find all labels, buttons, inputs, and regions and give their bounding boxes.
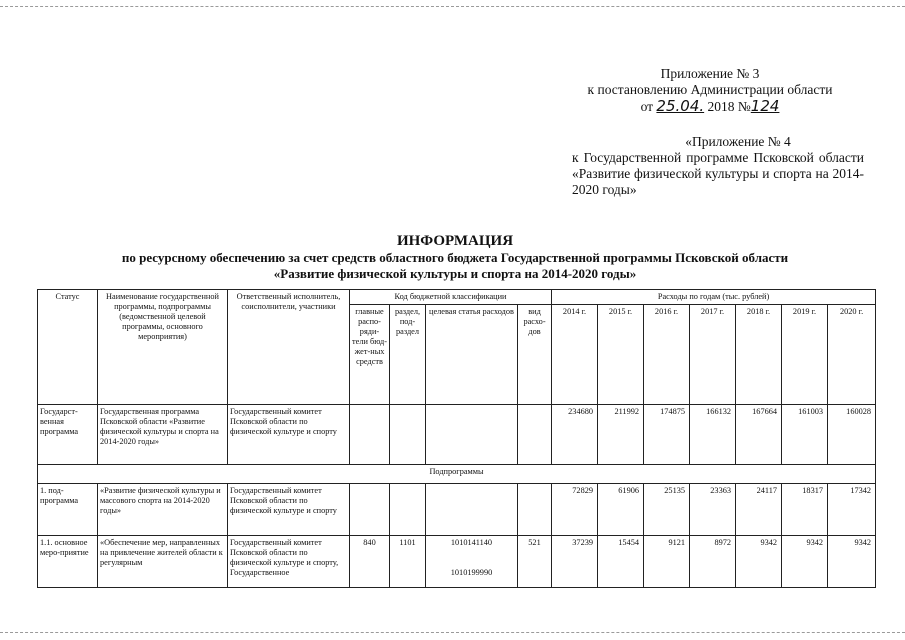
row-value-2014: 234680 (552, 405, 598, 465)
row-status: 1. под-программа (38, 484, 98, 536)
header-year-2018: 2018 г. (736, 305, 782, 405)
row-grbs: 840 (350, 536, 390, 588)
appendix-4-title: «Приложение № 4 (685, 134, 791, 149)
table-row (38, 484, 876, 536)
row-value-2018: 9342 (736, 536, 782, 588)
header-year-2020: 2020 г. (828, 305, 876, 405)
scan-bottom-edge (0, 632, 905, 633)
header-section: раздел, под-раздел (390, 305, 426, 405)
resource-table (37, 289, 876, 588)
row-section: 1101 (390, 536, 426, 588)
handwritten-number: 124 (750, 97, 780, 115)
row-value-2020: 17342 (828, 484, 876, 536)
row-status: 1.1. основное меро-приятие (38, 536, 98, 588)
row-value-2017: 8972 (690, 536, 736, 588)
subprograms-row (38, 465, 876, 484)
title-heading: ИНФОРМАЦИЯ (396, 233, 514, 249)
row-value-2017: 23363 (690, 484, 736, 536)
row-value-2016: 25135 (644, 484, 690, 536)
row-type (518, 405, 552, 465)
row-type (518, 484, 552, 536)
header-name: Наименование государственной программы, подпрограммы (ведомственной целевой программы, основного мероприятия) (98, 290, 228, 405)
header-status: Статус (38, 290, 98, 405)
row-value-2020: 9342 (828, 536, 876, 588)
subprograms-label: Подпрограммы (38, 465, 876, 484)
handwritten-date: 25.04. (656, 97, 705, 115)
row-value-2014: 72829 (552, 484, 598, 536)
header-type: вид расхо-дов (518, 305, 552, 405)
table-header-row (38, 290, 876, 305)
appendix-3-reference: к постановлению Администрации области (587, 82, 833, 97)
row-target-code-2: 1010199990 (450, 568, 493, 577)
row-target (426, 536, 518, 588)
row-section (390, 484, 426, 536)
row-target (426, 484, 518, 536)
header-year-2016: 2016 г. (644, 305, 690, 405)
row-executor: Государственный комитет Псковской области по физической культуре и спорту, Государственное (228, 536, 350, 588)
row-value-2015: 61906 (598, 484, 644, 536)
row-status: Государст-венная программа (38, 405, 98, 465)
row-value-2017: 166132 (690, 405, 736, 465)
appendix-3-date-line: от 25.04. 2018 №124 (640, 97, 780, 115)
row-type: 521 (518, 536, 552, 588)
row-name: «Развитие физической культуры и массового спорта на 2014-2020 годы» (98, 484, 228, 536)
table-row (38, 536, 876, 588)
row-value-2020: 160028 (828, 405, 876, 465)
scan-top-edge (0, 6, 905, 7)
header-expenses: Расходы по годам (тыс. рублей) (552, 290, 876, 305)
row-target (426, 405, 518, 465)
header-year-2019: 2019 г. (782, 305, 828, 405)
row-value-2015: 211992 (598, 405, 644, 465)
table-row (38, 405, 876, 465)
row-executor: Государственный комитет Псковской области по физической культуре и спорту (228, 484, 350, 536)
row-value-2019: 18317 (782, 484, 828, 536)
row-value-2016: 174875 (644, 405, 690, 465)
row-executor: Государственный комитет Псковской области по физической культуре и спорту (228, 405, 350, 465)
row-value-2018: 24117 (736, 484, 782, 536)
title-subheading: по ресурсному обеспечению за счет средств областного бюджета Государственной программы Псковской области (121, 250, 789, 265)
appendix-3-title: Приложение № 3 (660, 66, 760, 81)
header-budget-code: Код бюджетной классификации (350, 290, 552, 305)
header-year-2014: 2014 г. (552, 305, 598, 405)
row-grbs (350, 405, 390, 465)
document-title (40, 233, 870, 282)
row-grbs (350, 484, 390, 536)
header-grbs: главные распо-ряди-тели бюд-жет-ных средств (350, 305, 390, 405)
header-executor: Ответственный исполнитель, соисполнители, участники (228, 290, 350, 405)
row-value-2019: 9342 (782, 536, 828, 588)
row-value-2015: 15454 (598, 536, 644, 588)
row-section (390, 405, 426, 465)
header-year-2017: 2017 г. (690, 305, 736, 405)
row-name: Государственная программа Псковской области «Развитие физической культуры и спорта на 2014-2020 годы» (98, 405, 228, 465)
appendix-3-header (560, 66, 860, 115)
header-target: целевая статья расходов (426, 305, 518, 405)
row-value-2019: 161003 (782, 405, 828, 465)
row-value-2016: 9121 (644, 536, 690, 588)
header-year-2015: 2015 г. (598, 305, 644, 405)
row-value-2014: 37239 (552, 536, 598, 588)
row-target-code-1: 1010141140 (450, 538, 493, 547)
row-value-2018: 167664 (736, 405, 782, 465)
title-program-name: «Развитие физической культуры и спорта на 2014-2020 годы» (273, 266, 637, 281)
row-name: «Обеспечение мер, направленных на привлечение жителей области к регулярным (98, 536, 228, 588)
appendix-4-header (572, 134, 864, 198)
appendix-4-body: к Государственной программе Псковской области «Развитие физической культуры и спорта на 2014-2020 годы» (572, 150, 864, 197)
